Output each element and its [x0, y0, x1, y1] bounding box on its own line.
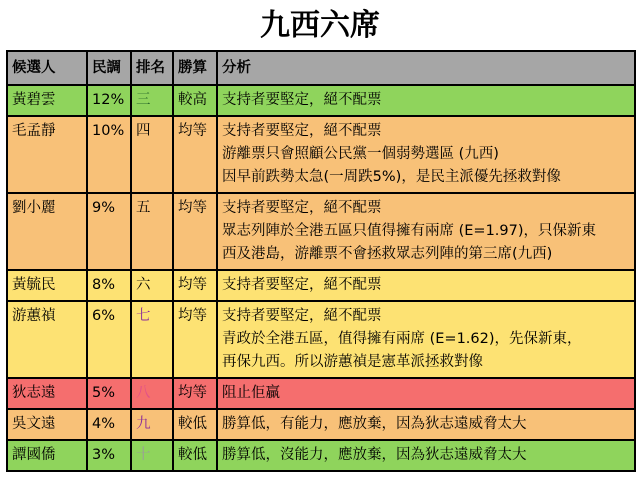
candidate-name: 狄志遠 [7, 378, 87, 409]
candidate-name: 游蕙禎 [7, 301, 87, 378]
poll-value: 12% [87, 85, 131, 116]
analysis-line: 支持者要堅定，絕不配票 [222, 92, 382, 108]
candidate-table [6, 50, 636, 472]
analysis-line: 勝算低，沒能力，應放棄，因為狄志遠威脅太大 [222, 447, 527, 463]
analysis-line: 支持者要堅定，絕不配票 [222, 123, 382, 139]
analysis-line: 眾志列陣於全港五區只值得擁有兩席 (E=1.97)，只保新東 [222, 223, 597, 239]
rank-value: 七 [131, 301, 173, 378]
analysis-line: 青政於全港五區，值得擁有兩席 (E=1.62)，先保新東， [222, 331, 582, 347]
poll-value: 10% [87, 116, 131, 193]
analysis-line: 支持者要堅定，絕不配票 [222, 200, 382, 216]
analysis-line: 游離票只會照顧公民黨一個弱勢選區 (九西) [222, 146, 499, 162]
poll-value: 3% [87, 440, 131, 471]
analysis-cell [217, 270, 635, 301]
odds-value: 均等 [173, 301, 217, 378]
odds-value: 較低 [173, 440, 217, 471]
poll-value: 5% [87, 378, 131, 409]
table-row [7, 193, 635, 270]
table-row [7, 378, 635, 409]
candidate-name: 黃碧雲 [7, 85, 87, 116]
table-header-row [7, 51, 635, 85]
analysis-line: 再保九西。所以游蕙禎是憲革派拯救對像 [222, 354, 483, 370]
header-rank: 排名 [131, 51, 173, 85]
table-row [7, 85, 635, 116]
poll-value: 8% [87, 270, 131, 301]
analysis-line: 阻止佢贏 [222, 385, 280, 401]
odds-value: 較高 [173, 85, 217, 116]
analysis-line: 支持者要堅定，絕不配票 [222, 308, 382, 324]
rank-value: 六 [131, 270, 173, 301]
analysis-line: 因早前跌勢太急(一周跌5%)，是民主派優先拯救對像 [222, 169, 561, 185]
page-title: 九西六席 [260, 8, 380, 43]
odds-value: 均等 [173, 193, 217, 270]
rank-value: 三 [131, 85, 173, 116]
analysis-cell [217, 85, 635, 116]
candidate-name: 毛孟靜 [7, 116, 87, 193]
rank-value: 四 [131, 116, 173, 193]
odds-value: 均等 [173, 378, 217, 409]
analysis-line: 西及港島，游離票不會拯救眾志列陣的第三席(九西) [222, 246, 553, 262]
analysis-cell [217, 409, 635, 440]
header-candidate: 候選人 [7, 51, 87, 85]
header-odds: 勝算 [173, 51, 217, 85]
poll-value: 9% [87, 193, 131, 270]
rank-value: 九 [131, 409, 173, 440]
table-row [7, 409, 635, 440]
header-poll: 民調 [87, 51, 131, 85]
rank-value: 五 [131, 193, 173, 270]
poll-value: 6% [87, 301, 131, 378]
analysis-cell [217, 116, 635, 193]
table-row [7, 301, 635, 378]
odds-value: 均等 [173, 116, 217, 193]
analysis-cell [217, 378, 635, 409]
rank-value: 八 [131, 378, 173, 409]
odds-value: 均等 [173, 270, 217, 301]
table-row [7, 440, 635, 471]
analysis-cell [217, 440, 635, 471]
rank-value: 十 [131, 440, 173, 471]
candidate-name: 黃毓民 [7, 270, 87, 301]
table-row [7, 270, 635, 301]
candidate-name: 劉小麗 [7, 193, 87, 270]
analysis-line: 支持者要堅定，絕不配票 [222, 277, 382, 293]
table-row [7, 116, 635, 193]
analysis-cell [217, 301, 635, 378]
candidate-name: 吳文遠 [7, 409, 87, 440]
poll-value: 4% [87, 409, 131, 440]
analysis-line: 勝算低，有能力，應放棄，因為狄志遠威脅太大 [222, 416, 527, 432]
odds-value: 較低 [173, 409, 217, 440]
analysis-cell [217, 193, 635, 270]
candidate-name: 譚國僑 [7, 440, 87, 471]
header-analysis: 分析 [217, 51, 635, 85]
